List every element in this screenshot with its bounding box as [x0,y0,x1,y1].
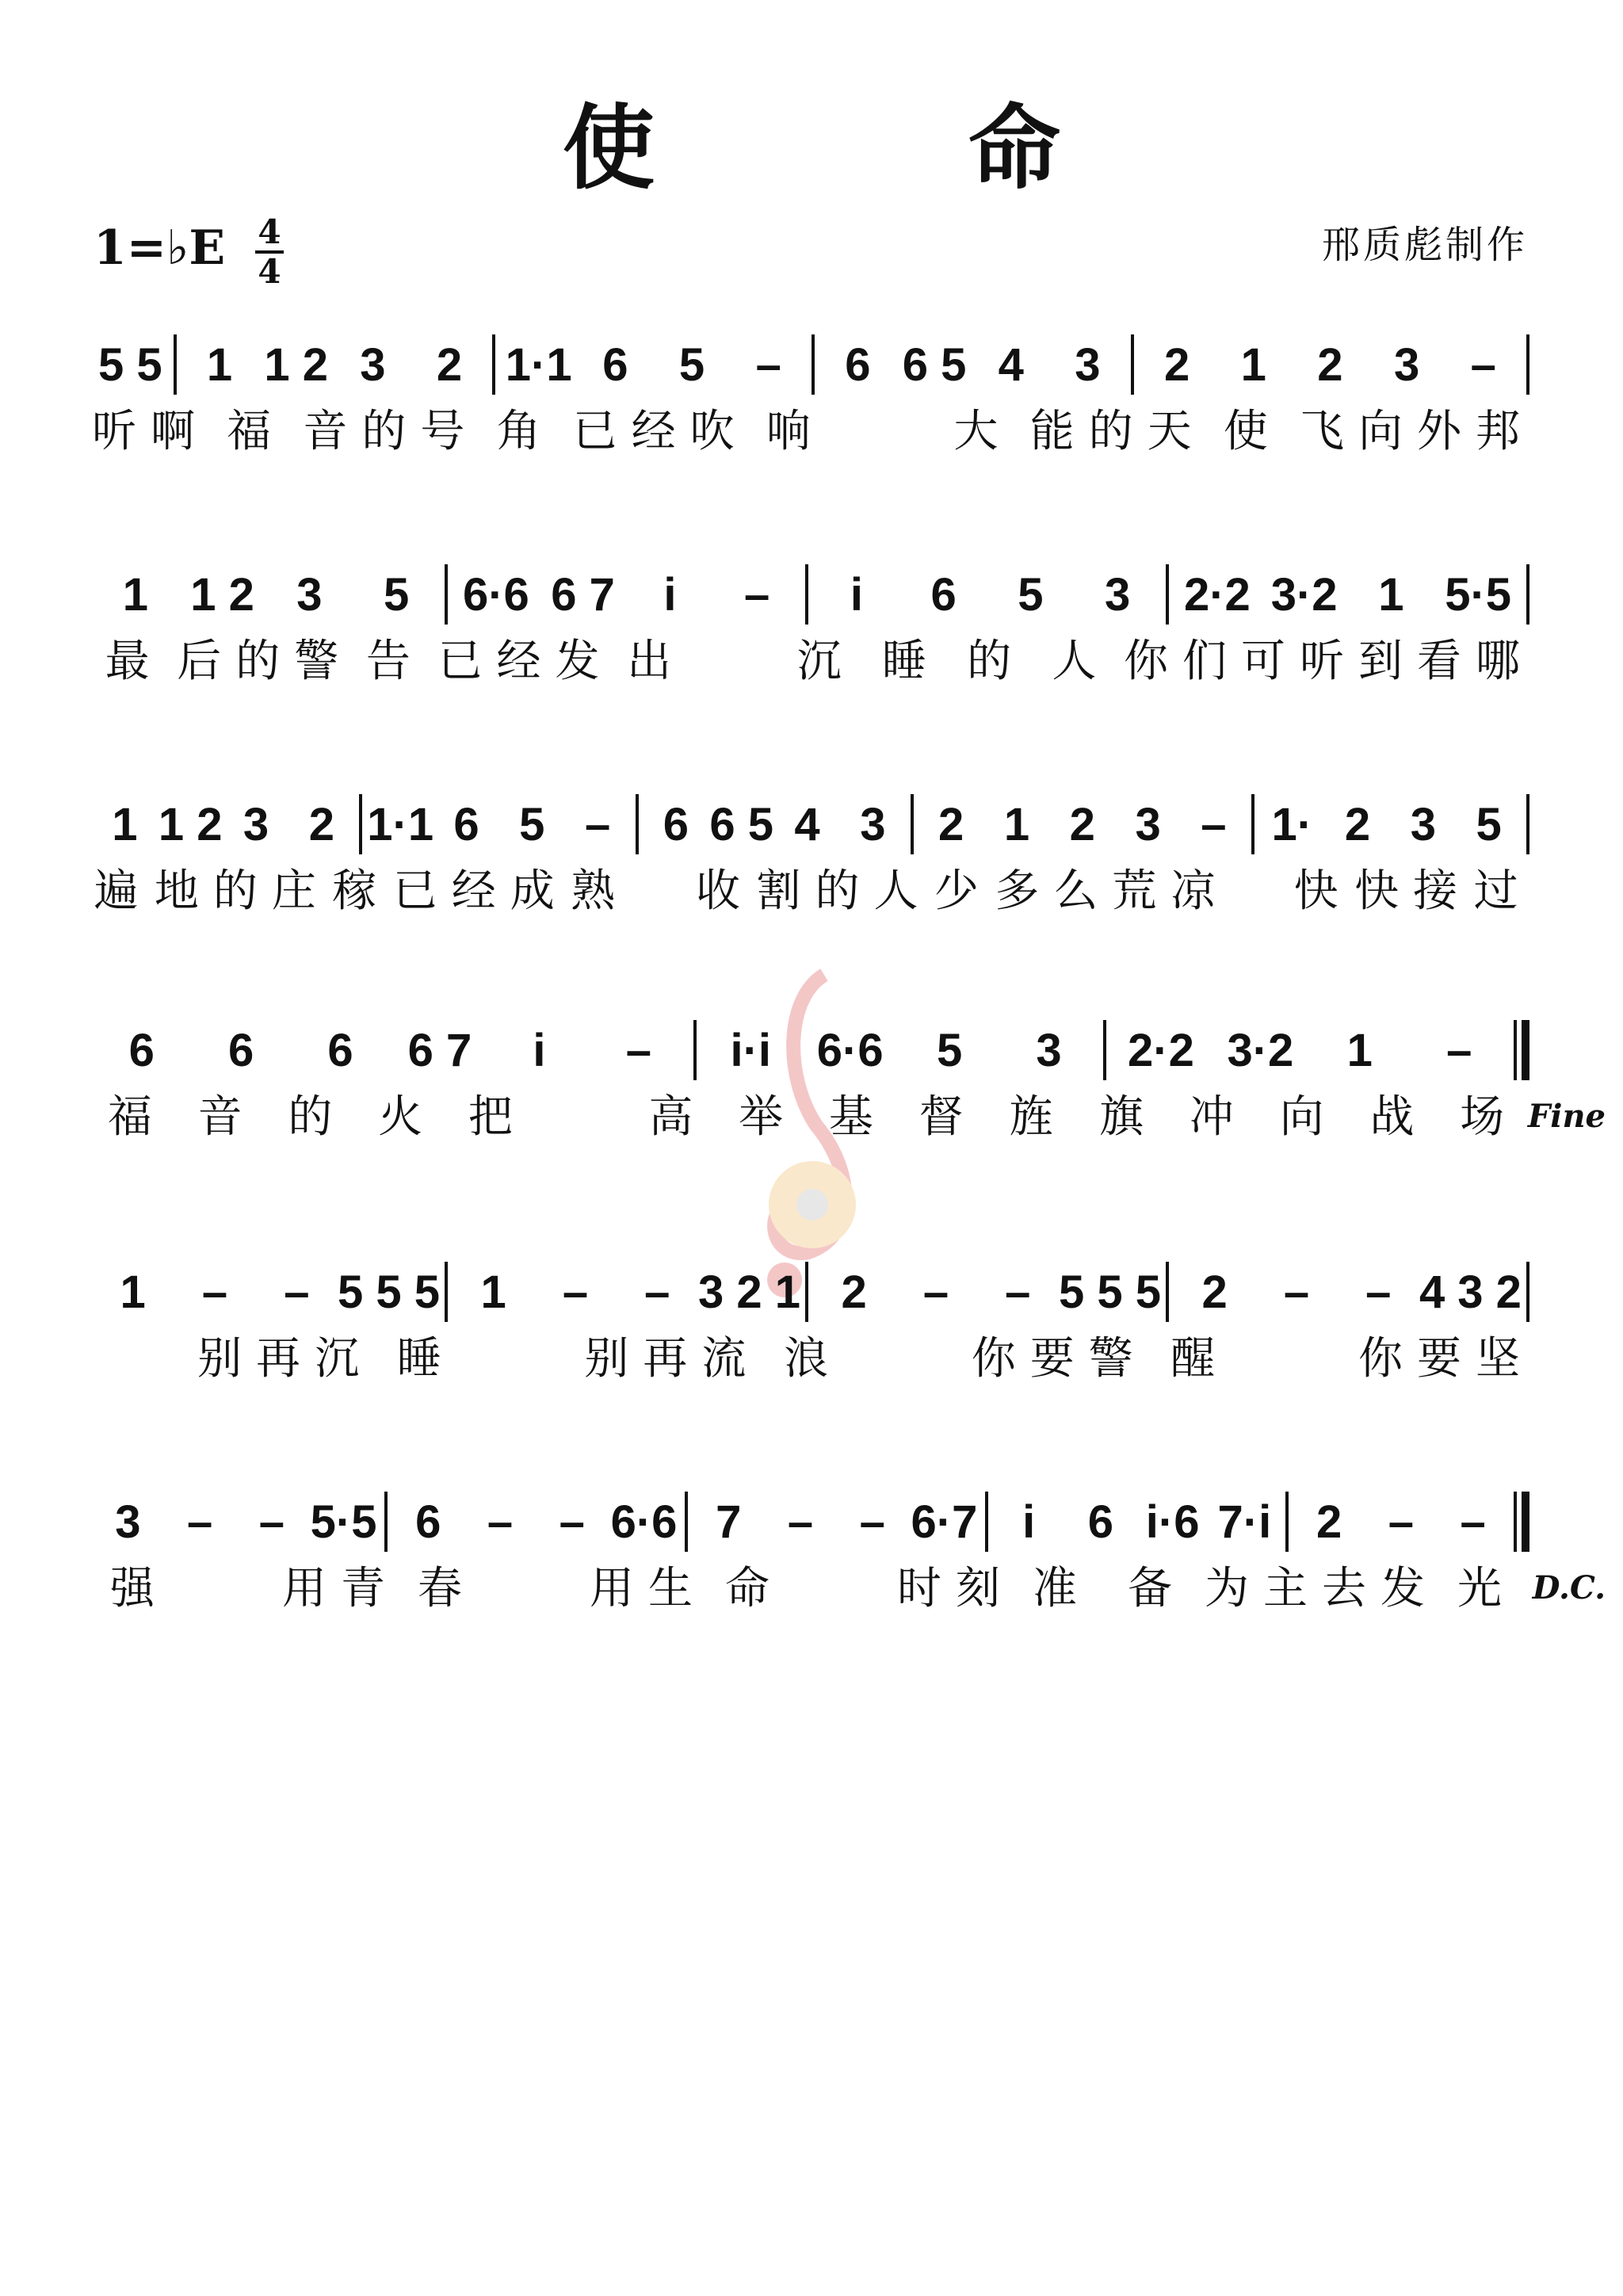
note: 6·6 [462,568,529,621]
lyric: 出 [627,636,686,687]
note: 6 5 [709,798,774,850]
lyric [479,1331,584,1387]
note: 3 [1135,798,1161,850]
note: 3 [1393,338,1420,391]
barline [1526,1262,1529,1322]
lyric: 熟 [571,865,630,917]
lyric: 多么 [995,865,1113,917]
note: 3 [360,338,386,391]
note: 3 [1410,798,1436,850]
notation-line [92,1482,1534,1561]
note: 5 5 5 [1058,1266,1161,1318]
note: – [1283,1266,1310,1318]
lyric: 睡 [396,1333,456,1385]
barline [985,1492,988,1552]
lyric: 浪 [783,1333,842,1385]
note: – [1365,1266,1392,1318]
notation-line [92,1252,1534,1331]
lyric: 响 [766,406,825,457]
note: 3 [1104,568,1131,621]
lyric: 听啊 [92,406,209,457]
note: 6·6 [816,1024,884,1076]
barline [685,1492,688,1552]
note: i [533,1024,546,1076]
lyric [495,1561,590,1617]
note: 5 [678,338,705,391]
lyric: 高 [648,1091,708,1143]
lyric: 告 [365,636,425,687]
notation-line [92,785,1534,864]
barline [1526,794,1529,854]
lyric [92,1331,197,1387]
note: 2 [1344,798,1371,850]
note: 6 [845,338,871,391]
lyric [1229,864,1292,919]
note: 3 2 1 [697,1266,800,1318]
lyric: 醒 [1170,1333,1230,1385]
note: 1 [120,1266,146,1318]
note: i·i [730,1024,772,1076]
lyric: 春 [418,1563,476,1614]
lyric: 的 [288,1091,347,1143]
note: – [562,1266,589,1318]
lyric: 已经发 [437,636,614,687]
note: – [1470,338,1496,391]
note: 4 3 2 [1419,1266,1522,1318]
note: – [1460,1496,1486,1548]
lyric: 地的庄 [154,865,330,917]
note: 5 5 [98,338,162,391]
note: – [1005,1266,1031,1318]
lyric [866,1331,972,1387]
score-row [92,1252,1534,1385]
lyric: 遍 [94,865,153,917]
barline [1526,334,1529,395]
note: 5·5 [1445,568,1512,621]
note: 1 [1240,338,1266,391]
barline [445,1262,448,1322]
note: 2 [436,338,463,391]
barline [911,794,914,854]
note: 6 5 [902,338,967,391]
lyric [632,864,694,919]
key-signature: 1=♭E [94,220,226,276]
author-credit: 邢质彪制作 [1321,223,1528,267]
note: – [922,1266,949,1318]
barline [693,1020,697,1080]
lyric: 冲 [1189,1091,1248,1143]
note: – [787,1496,814,1548]
note: 1 [112,798,138,850]
lyric: 沉 [796,636,856,687]
note: 6·6 [610,1496,678,1548]
note: – [487,1496,514,1548]
note: – [1446,1024,1472,1076]
lyric: 快 [1293,865,1353,917]
lyric: 外邦 [1416,406,1534,457]
lyric: 睡 [881,636,941,687]
score-row [92,1010,1606,1143]
lyric: 最 [105,636,164,687]
note: 6·7 [911,1496,978,1548]
note: 5 [936,1024,963,1076]
note: 1· [1271,798,1313,850]
lyric [1253,1331,1358,1387]
barline [1285,1492,1289,1552]
note: 1·1 [367,798,434,850]
note: 3 [1036,1024,1062,1076]
note: – [1388,1496,1414,1548]
lyrics-line [92,1561,1534,1617]
lyric: 命 [725,1563,784,1614]
score-row [92,785,1534,917]
lyrics-line [92,864,1534,919]
lyric: 音的号 [303,406,479,457]
score-row [92,555,1534,687]
note: 1 2 [264,338,328,391]
note: 3 [860,798,886,850]
lyric: 时刻 [897,1563,1014,1614]
lyric: 别再流 [584,1333,761,1385]
note: 7 [716,1496,742,1548]
lyric: 福 [107,1091,166,1143]
note: 2 [1317,338,1343,391]
lyric: 把 [468,1091,527,1143]
note: 5 [1476,798,1502,850]
lyric: 别再沉 [197,1333,374,1385]
note: 6 [415,1496,441,1548]
lyric: 使 [1223,406,1282,457]
note: 1 [206,338,233,391]
lyric: 飞向 [1299,406,1417,457]
barline [805,1262,808,1322]
note: 2 [1163,338,1190,391]
score-row [92,1482,1606,1614]
note: 5 5 5 [337,1266,440,1318]
lyric: 准 [1033,1563,1091,1614]
lyric: 快接 [1354,865,1472,917]
note: 1 2 [158,798,223,850]
note: – [644,1266,670,1318]
note: 3·2 [1270,568,1338,621]
note: 4 [998,338,1024,391]
lyric: 荒凉 [1112,865,1230,917]
note: 6 [930,568,957,621]
barline [1131,334,1134,395]
note: – [859,1496,885,1548]
note: 6 [1087,1496,1114,1548]
lyric: 场 [1460,1091,1519,1143]
lyrics-line [92,1331,1534,1387]
note: 3 [296,568,323,621]
note: 6 [327,1024,353,1076]
lyric: 收 [696,865,754,917]
barline [384,1492,388,1552]
note: 6 [228,1024,254,1076]
note: i [1022,1496,1036,1548]
note: 5 [383,568,410,621]
note: 2 [1201,1266,1228,1318]
lyric: 你要警 [971,1333,1148,1385]
note: – [258,1496,285,1548]
note: 6 [602,338,628,391]
note: 6 7 [551,568,615,621]
lyric: 割的人 [756,865,933,917]
lyric: 大 [953,406,1013,457]
lyric: 后的警 [177,636,353,687]
lyric [802,1561,897,1617]
note: 1 [1378,568,1404,621]
lyric: 少 [934,865,993,917]
lyric: 战 [1369,1091,1429,1143]
lyric: 强 [110,1563,169,1614]
notation-line [92,555,1534,634]
note: 3 [242,798,269,850]
lyrics-line [92,404,1534,460]
barline [636,794,639,854]
lyric [543,1090,633,1145]
lyric: 为主去发 [1205,1563,1439,1614]
song-title: 使 命 [563,94,1171,202]
note: 1 [1003,798,1030,850]
lyric: 你要坚 [1358,1333,1534,1385]
lyric: 人 [1052,636,1111,687]
note: – [584,798,611,850]
lyrics-line [92,1090,1534,1145]
lyric: 已经吹 [572,406,749,457]
barline [1251,794,1254,854]
note: 1·1 [505,338,572,391]
note: – [1201,798,1227,850]
note: 6 [453,798,479,850]
lyric: 基 [828,1091,888,1143]
navigation-mark: D.C. [1532,1569,1606,1606]
barline [1166,1262,1169,1322]
lyric: 福 [227,406,286,457]
score-row [92,325,1534,457]
note: 2·2 [1128,1024,1194,1076]
note: 1 2 [190,568,254,621]
lyric: 督 [918,1091,978,1143]
barline [1166,564,1169,625]
note: 2 [841,1266,867,1318]
barline [445,564,448,625]
note: 7·i [1217,1496,1272,1548]
final-barline [1514,1492,1529,1552]
lyric: 向 [1279,1091,1338,1143]
note: 6 [663,798,689,850]
time-signature-bottom: 4 [258,252,281,291]
note: 3 [1075,338,1101,391]
note: 1 [480,1266,506,1318]
note: – [743,568,770,621]
note: – [186,1496,213,1548]
barline [812,334,815,395]
note: 1 [122,568,148,621]
lyric: 看哪 [1417,636,1534,687]
lyric: 光 [1457,1563,1516,1614]
notation-line [92,325,1534,404]
lyric: 你们可 [1124,636,1300,687]
note: 6 7 [407,1024,472,1076]
lyric: 旗 [1099,1091,1159,1143]
final-barline [1514,1020,1529,1080]
notation-line [92,1010,1534,1090]
note: 2 [308,798,334,850]
navigation-mark: Fine [1527,1098,1606,1135]
lyric: 角 [496,406,556,457]
note: 5·5 [310,1496,377,1548]
note: i·6 [1145,1496,1200,1548]
note: 2 [1316,1496,1342,1548]
lyric: 旌 [1009,1091,1068,1143]
lyric: 稼 [332,865,391,917]
note: 3·2 [1227,1024,1294,1076]
note: 6 [128,1024,155,1076]
note: i [663,568,677,621]
note: – [201,1266,228,1318]
lyric [842,404,936,460]
lyric: 听到 [1300,636,1417,687]
note: i [850,568,863,621]
barline [1526,564,1529,625]
lyric: 能的天 [1029,406,1206,457]
lyric: 用生 [590,1563,707,1614]
note: 3 [115,1496,141,1548]
note: 4 [794,798,820,850]
barline [174,334,177,395]
lyric [187,1561,282,1617]
lyric: 音 [197,1091,257,1143]
barline [805,564,808,625]
lyric [699,634,784,690]
barline [492,334,495,395]
note: – [625,1024,651,1076]
barline [1103,1020,1106,1080]
note: – [284,1266,310,1318]
lyric: 举 [739,1091,798,1143]
lyric: 的 [967,636,1026,687]
note: 2 [1069,798,1095,850]
note: 2·2 [1183,568,1251,621]
lyric: 已经成 [392,865,569,917]
note: – [559,1496,585,1548]
note: 5 [519,798,545,850]
lyric: 用青 [282,1563,399,1614]
note: 2 [938,798,964,850]
time-signature [252,214,287,290]
lyrics-line [92,634,1534,690]
note: 5 [1018,568,1044,621]
note: – [755,338,781,391]
lyric: 火 [378,1091,437,1143]
time-signature-top: 4 [258,212,281,251]
lyric: 过 [1473,865,1533,917]
note: 1 [1346,1024,1373,1076]
lyric: 备 [1128,1563,1186,1614]
barline [359,794,362,854]
